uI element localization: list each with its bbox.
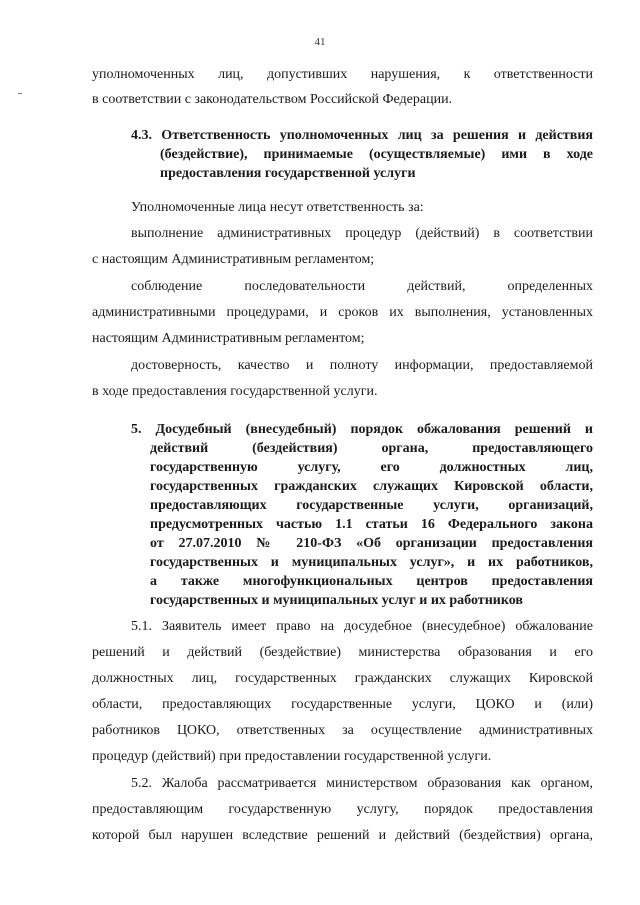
section-heading-line: государственных гражданских служащих Кировской области, bbox=[150, 479, 593, 494]
section-heading-line: действий (бездействия) органа, предоставляющего bbox=[150, 441, 593, 456]
paragraph-line: области, предоставляющих государственные услуги, ЦОКО и (или) bbox=[92, 697, 593, 712]
paragraph-line: в соответствии с законодательством Российской Федерации. bbox=[92, 92, 453, 107]
paragraph-line: выполнение административных процедур (действий) в соответствии bbox=[131, 226, 593, 241]
paragraph-line: 5.2. Жалоба рассматривается министерством образования как органом, bbox=[131, 776, 593, 791]
paragraph-line: предоставляющим государственную услугу, порядок предоставления bbox=[92, 802, 593, 817]
section-heading-line: предусмотренных частью 1.1 статьи 16 Федерального закона bbox=[150, 517, 593, 532]
paragraph-line: в ходе предоставления государственной услуги. bbox=[92, 384, 378, 399]
paragraph-line: 5.1. Заявитель имеет право на досудебное (внесудебное) обжалование bbox=[131, 619, 593, 634]
section-heading-line: государственных и муниципальных услуг», и их работников, bbox=[150, 555, 593, 570]
section-heading-line: государственную услугу, его должностных лиц, bbox=[150, 460, 593, 475]
page-number: 41 bbox=[314, 36, 326, 48]
paragraph-line: процедур (действий) при предоставлении государственной услуги. bbox=[92, 749, 492, 764]
paragraph-line: достоверность, качество и полноту информации, предоставляемой bbox=[131, 358, 593, 373]
scan-artifact-mark bbox=[18, 93, 22, 94]
paragraph-line: соблюдение последовательности действий, определенных bbox=[131, 279, 593, 294]
section-heading-line: предоставления государственной услуги bbox=[160, 166, 416, 181]
section-heading-line: 4.3. Ответственность уполномоченных лиц за решения и действия bbox=[131, 128, 593, 143]
section-heading-line: предоставляющих государственные услуги, организаций, bbox=[150, 498, 593, 513]
section-heading-line: (бездействие), принимаемые (осуществляемые) ими в ходе bbox=[160, 147, 593, 162]
paragraph-line: которой был нарушен вследствие решений и действий (бездействия) органа, bbox=[92, 828, 593, 843]
paragraph-line: должностных лиц, государственных гражданских служащих Кировской bbox=[92, 671, 593, 686]
section-heading-line: а также многофункциональных центров предоставления bbox=[150, 574, 593, 589]
paragraph-line: работников ЦОКО, ответственных за осуществление административных bbox=[92, 723, 593, 738]
paragraph-line: уполномоченных лиц, допустивших нарушения, к ответственности bbox=[92, 67, 593, 82]
paragraph-line: с настоящим Административным регламентом; bbox=[92, 252, 375, 267]
section-heading-line: от 27.07.2010 № 210-ФЗ «Об организации предоставления bbox=[150, 536, 593, 551]
paragraph-line: Уполномоченные лица несут ответственность за: bbox=[131, 200, 424, 215]
paragraph-line: административными процедурами, и сроков их выполнения, установленных bbox=[92, 305, 593, 320]
section-heading-line: государственных и муниципальных услуг и их работников bbox=[150, 593, 523, 608]
section-heading-line: 5. Досудебный (внесудебный) порядок обжалования решений и bbox=[131, 422, 593, 437]
paragraph-line: решений и действий (бездействие) министерства образования и его bbox=[92, 645, 593, 660]
paragraph-line: настоящим Административным регламентом; bbox=[92, 331, 365, 346]
